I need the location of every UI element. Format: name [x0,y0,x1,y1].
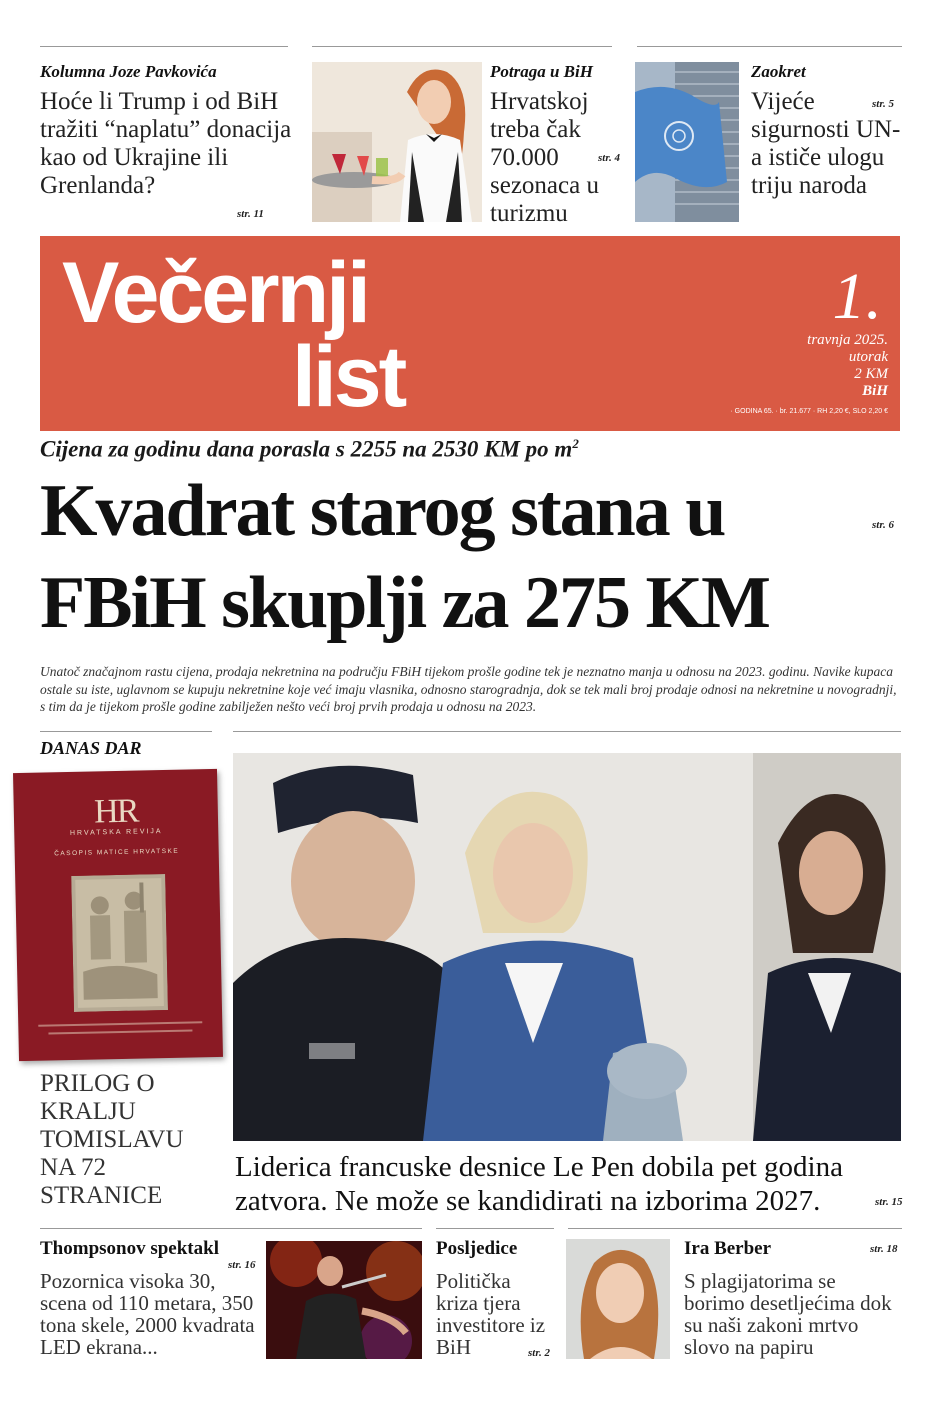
teaser-kicker: Potraga u BiH [490,62,593,81]
teaser-headline[interactable]: Politička kriza tjera investitore iz BiH [436,1269,546,1359]
concert-photo [266,1241,422,1359]
teaser-headline[interactable]: Hoće li Trump i od BiH tražiti “naplatu” donacija kao od Ukrajine ili Grenlanda? [40,88,292,199]
magazine-cover[interactable] [13,769,223,1061]
le-pen-photo[interactable] [233,753,901,1141]
magazine-name: HRVATSKA REVIJA [69,828,163,837]
lead-headline-line1[interactable]: Kvadrat starog stana u [40,470,725,552]
masthead [40,236,900,431]
teaser-kicker: Thompsonov spektakl [40,1238,219,1259]
photo-caption[interactable]: Liderica francuske desnice Le Pen dobila pet godina zatvora. Ne može se kandidirati na izborima 2027. [235,1151,843,1217]
teaser-headline[interactable]: S plagijatorima se borimo desetljećima dok su naši zakoni mrtvo slovo na papiru [684,1269,892,1359]
page-reference: str. 5 [872,98,895,110]
teaser-headline[interactable]: Pozornica visoka 30, scena od 110 metara, 350 tona skele, 2000 kvadrata LED ekrana... [40,1269,255,1359]
teaser-kicker: Posljedice [436,1238,518,1259]
edition: BiH [862,383,888,399]
page-reference: str. 15 [875,1196,903,1208]
lead-lede: Unatoč značajnom rastu cijena, prodaja nekretnina na području FBiH tijekom prošle godine tek je neznatno manja u odnosu na 2023. godinu. Navike kupaca ostale su iste, uglavnom se kupuju nekretnine koje već imaju vlasnika, odnosno starogradnja, dok se tek mali broj prodaje odnosi na nekretnine u novogradnji, s tim da je tijekom prošle godine zabilježen nešto veći broj prvih prodaja u odnosu na 2023. [40,664,897,714]
date-weekday: utorak [848,349,888,365]
issue-info: · GODINA 65. · br. 21.677 · RH 2,20 €, SLO 2,20 € [730,408,888,415]
logo-list[interactable]: list [292,329,405,425]
price: 2 KM [854,366,888,382]
teaser-kicker: Kolumna Joze Pavkovića [40,62,217,81]
lead-headline-line2[interactable]: FBiH skuplji za 275 KM [40,562,769,644]
page-reference: str. 2 [528,1347,551,1359]
page-reference: str. 11 [237,208,264,220]
gift-label: DANAS DAR [40,738,142,758]
stone-relief-image [71,874,168,1012]
logo-vecernji[interactable]: Večernji [62,245,368,341]
teaser-kicker: Ira Berber [684,1238,772,1259]
page-reference: str. 16 [228,1259,256,1271]
magazine-logo: HR [93,792,138,831]
teaser-kicker: Zaokret [751,62,806,81]
page-reference: str. 4 [598,152,621,164]
date-day: 1. [832,260,882,333]
ira-berber-photo [566,1239,670,1359]
un-flag-photo [635,62,739,222]
lead-overline: Cijena za godinu dana porasla s 2255 na 2530 KM po $m^2$ [40,436,579,462]
waitress-photo [312,62,482,222]
teaser-headline[interactable]: Vijeće sigurnosti UN-a ističe ulogu triju naroda [751,88,901,199]
page-reference: str. 6 [872,519,895,531]
teaser-headline[interactable]: Hrvatskoj treba čak 70.000 sezonaca u turizmu [490,88,599,227]
gift-promo[interactable]: PRILOG O KRALJU TOMISLAVU NA 72 STRANICE [40,1070,184,1209]
page-reference: str. 18 [870,1243,898,1255]
magazine-subtitle: ČASOPIS MATICE HRVATSKE [54,847,180,858]
date-month-year: travnja 2025. [807,332,888,348]
